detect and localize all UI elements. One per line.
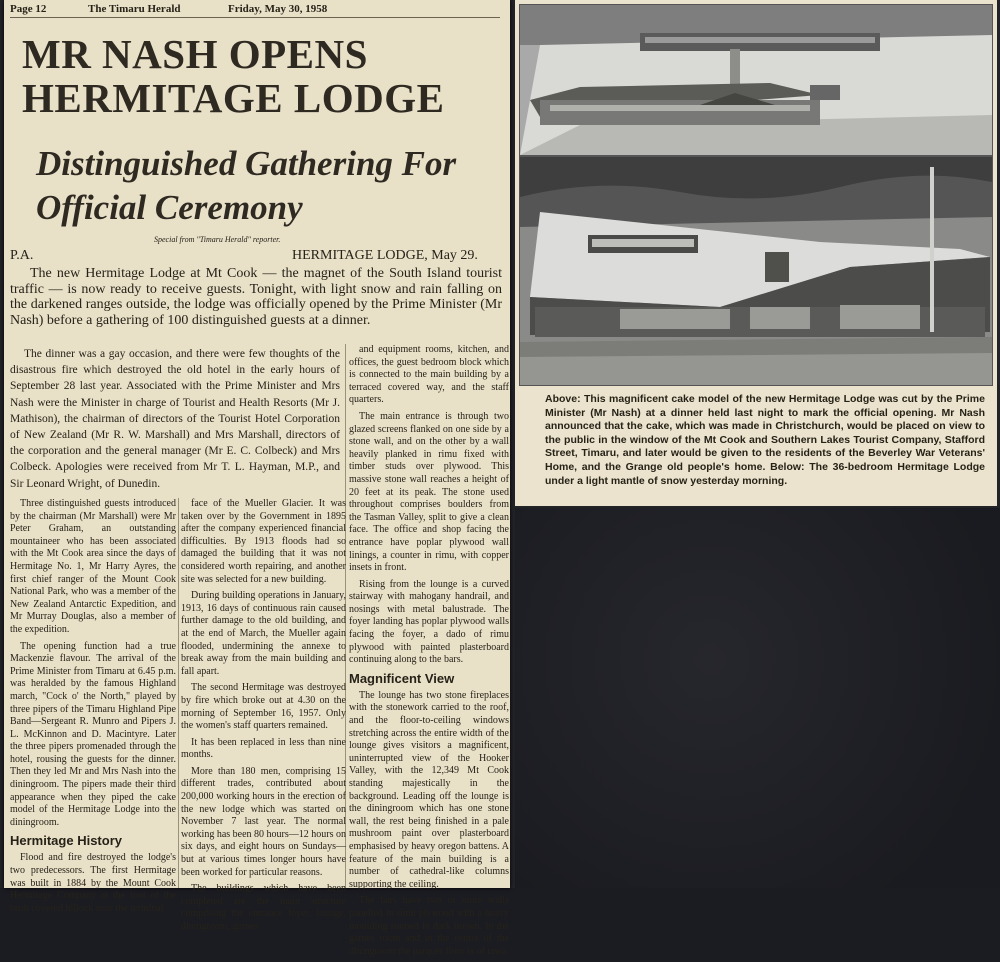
masthead	[10, 3, 500, 18]
section-heading-view: Magnificent View	[349, 670, 455, 686]
body-paragraph: During building operations in January, 1913, 16 days of continuous rain caused further damage to the old building, and at the end of March, the Mueller again flooded, undermining the annexe to break away from the main building and fall apart.	[181, 590, 346, 677]
body-paragraph: More than 180 men, comprising 15 different trades, contributed about 200,000 working hours in the erection of the new lodge which was started on November 7 last year. The normal working has been 80 hours—12 hours on six days, and eight hours on Sundays—but at various times longer hours have been worked for particular reasons.	[181, 765, 346, 878]
scrapbook-page-dark	[515, 508, 1000, 888]
page-number: Page 12	[10, 3, 47, 15]
intro-paragraph: The dinner was a gay occasion, and there were few thoughts of the disastrous fire which destroyed the old hotel in the early hours of September 28 last year. Associated with the Prime Minister and Mrs Nash were the Minister in charge of Tourist and Health Resorts (Mr J. Mathison), the chairman of directors of the Tourist Hotel Corporation of New Zealand (Mr R. W. Marshall) and Mrs Marshall, directors of the corporation and the general manager (Mr E. C. Colbeck) and Mrs Colbeck. Apologies were received from Mr T. L. Hayman, M.P., and Sir Leonard Wright, of Dunedin.	[10, 348, 340, 490]
section-heading-history: Hermitage History	[10, 833, 122, 849]
lodge-photo	[519, 156, 993, 386]
dateline: HERMITAGE LODGE, May 29.	[292, 248, 478, 263]
column-1	[10, 498, 176, 919]
body-paragraph: The buildings which have been completed are the main structure comprising the entrance foyer, lounge, diningroom, games	[181, 883, 346, 932]
intro-column	[10, 346, 340, 496]
column-2	[181, 498, 346, 938]
headline: MR NASH OPENS HERMITAGE LODGE	[22, 31, 445, 121]
body-paragraph: and equipment rooms, kitchen, and offices, the guest bedroom block which is connected to the main building by a terraced covered way, and the staff quarters.	[349, 344, 509, 406]
lead-paragraph: The new Hermitage Lodge at Mt Cook — the magnet of the South Island tourist traffic — is now ready to receive guests. Tonight, with light snow and rain falling on the darkened ranges outside, the lodge was officially opened by the Prime Minister (Mr Nash) before a gathering of 100 distinguished guests at a dinner.	[10, 266, 502, 328]
dateline-row	[10, 248, 500, 266]
body-paragraph: It has been replaced in less than nine months.	[181, 736, 346, 761]
agency: P.A.	[10, 248, 34, 263]
body-paragraph: Three distinguished guests introduced by the chairman (Mr Marshall) were Mr Peter Graham, an outstanding mountaineer who has been associated with the Mt Cook area since the days of Hermitage No. 1, Mr Harry Ayres, the first chief ranger of the Mount Cook National Park, who was a member of the New Zealand Antarctic Expedition, and Mr Murray Douglas, also a member of the expedition.	[10, 498, 176, 635]
column-3	[349, 344, 509, 962]
body-paragraph: The opening function had a true Mackenzie flavour. The arrival of the Prime Minister from Timaru at 6.45 p.m. was heralded by the famous Highland march, "Cock o' the North," played by three pipers of the Timaru Highland Pipe Band—Sergeant R. Munro and Pipers J. L. McKinnon and D. Macintyre. Later the three pipers promenaded through the hotel, rousing the guests for the dinner. Then they led Mr and Mrs Nash into the diningroom. The pipers made their third appearance when they piped the cake model of the Hermitage Lodge into the diningroom.	[10, 640, 176, 828]
photo-clipping	[515, 0, 997, 506]
body-paragraph: Rising from the lounge is a curved stairway with mahogany handrail, and nosings with metal balustrade. The foyer landing has poplar plywood walls facing the foyer, a dado of rimu plywood with painted plasterboard continuing along to the bars.	[349, 578, 509, 666]
article-clipping	[4, 0, 510, 957]
body-paragraph: The bars have two or more walls panelled in rimu plywood with a heavy moulding stained in dark brown. In the games room and in the centre of the diningroom the parquet floor is of tawa.	[349, 895, 509, 957]
body-paragraph: face of the Mueller Glacier. It was taken over by the Government in 1895 after the company experienced financial difficulties. By 1913 floods had so damaged the building that it was not considered worth repairing, and another site was selected for a new building.	[181, 498, 346, 585]
body-paragraph: The second Hermitage was destroyed by fire which broke out at 4.30 on the morning of September 16, 1957. Only the women's staff quarters remained.	[181, 682, 346, 732]
photo-caption: Above: This magnificent cake model of the new Hermitage Lodge was cut by the Prime Minister (Mr Nash) at a dinner held last night to mark the official opening. Mr Nash announced that the cake, which was made in Christchurch, would be placed on view to the public in the window of the Mt Cook and Southern Lakes Tourist Company, Stafford Street, Timaru, and later would be given to the residents of the Beverley War Veterans' Home, and the Grange old people's home. Below: The 36-bedroom Hermitage Lodge under a light mantle of snow yesterday morning.	[545, 393, 985, 487]
body-paragraph: Flood and fire destroyed the lodge's two predecessors. The first Hermitage was built in 1884 by the Mount Cook Hermitage Company at the foot of the bush covered hillock near the terminal	[10, 852, 176, 914]
column-rule	[178, 498, 179, 888]
cake-model-photo	[519, 4, 993, 156]
reporter-credit: Special from "Timaru Herald" reporter.	[154, 235, 281, 244]
body-paragraph: The lounge has two stone fireplaces with the stonework carried to the roof, and the floor-to-ceiling windows stretching across the entire width of the lounge gives visitors a magnificent, uninterrupted view of the Hooker Valley, with the 12,349 Mt Cook standing majestically in the background. Leading off the lounge is the diningroom which has one stone wall, the rest being finished in a pale mushroom paint over plasterboard emphasised by heavy oregon battens. A feature of the main building is a number of cathedral-like columns supporting the ceiling.	[349, 689, 509, 890]
lodge-image	[520, 157, 992, 385]
newspaper-name: The Timaru Herald	[88, 3, 181, 15]
subheadline: Distinguished Gathering For Official Ceremony	[36, 144, 457, 227]
issue-date: Friday, May 30, 1958	[228, 3, 328, 15]
body-paragraph: The main entrance is through two glazed screens flanked on one side by a stone wall, and on the other by a wall heavily planked in rimu fixed with timber studs over plywood. This massive stone wall reaches a height of 20 feet at its peak. The stone used throughout comprises boulders from the Tasman Valley, split to give a clean face. The office and shop facing the entrance have poplar plywood wall linings, a counter in rimu, with copper insets in front.	[349, 410, 509, 574]
cake-model-image	[520, 5, 992, 155]
